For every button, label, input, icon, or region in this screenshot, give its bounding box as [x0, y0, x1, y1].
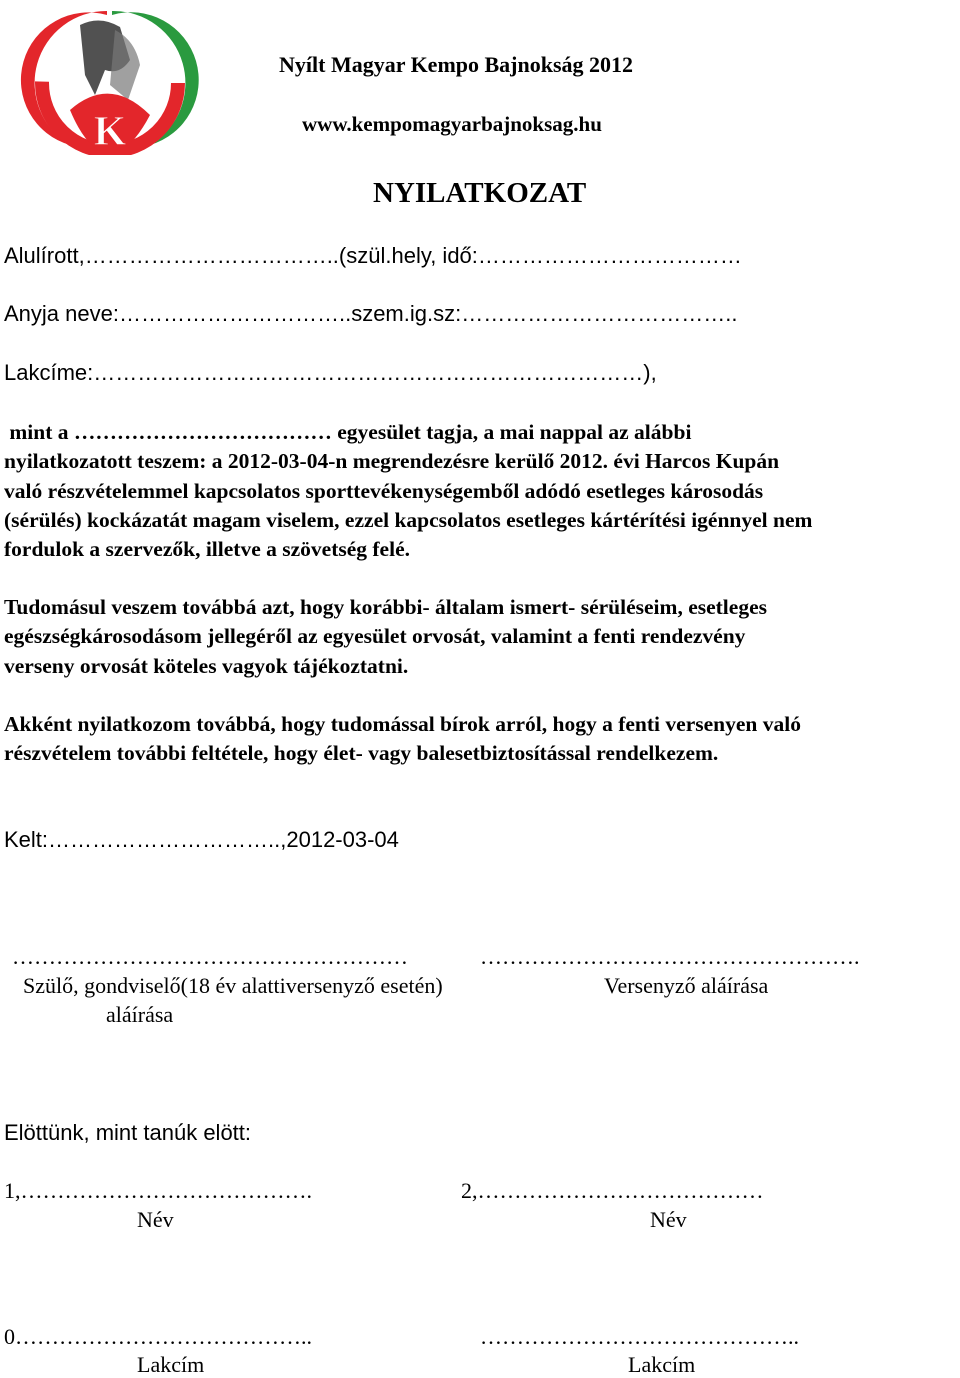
- declaration-paragraph-1: [4, 418, 959, 564]
- field-mother-id: Anyja neve:…………………………..szem.ig.sz:………………………………..: [4, 301, 738, 326]
- witness-intro: Elöttünk, mint tanúk elött:: [4, 1120, 252, 1145]
- competitor-signature-line: …………………………………………….: [480, 944, 860, 969]
- date-line: Kelt:…………………………..,2012-03-04: [4, 827, 399, 852]
- svg-text:K: K: [93, 109, 127, 155]
- paragraph-line: mint a ……………………………… egyesület tagja, a mai nappal az alábbi: [4, 420, 692, 444]
- parent-signature-label-2: aláírása: [106, 1002, 174, 1027]
- field-name-birth: Alulírott,……………………………..(szül.hely, idő:………………………………: [4, 243, 742, 268]
- championship-title: Nyílt Magyar Kempo Bajnokság 2012: [279, 52, 634, 77]
- parent-signature-label: Szülő, gondviselő(18 év alattiversenyző esetén): [23, 973, 443, 998]
- witness-1-address-label: Lakcím: [137, 1352, 205, 1377]
- paragraph-line: (sérülés) kockázatát magam viselem, ezzel kapcsolatos esetleges kártérítési igénnyel nem: [4, 507, 813, 532]
- paragraph-line: részvételem további feltétele, hogy élet- vagy balesetbiztosítással rendelkezem.: [4, 741, 719, 766]
- parent-signature-line: ………………………………………………: [12, 944, 408, 969]
- paragraph-line: nyilatkozatott teszem: a 2012-03-04-n megrendezésre kerülő 2012. évi Harcos Kupán: [4, 449, 780, 474]
- declaration-paragraph-2: [4, 593, 959, 681]
- witness-1-name-line: 1,………………………………….: [4, 1178, 312, 1203]
- website-link[interactable]: www.kempomagyarbajnoksag.hu: [302, 112, 602, 136]
- witness-2-address-label: Lakcím: [628, 1352, 696, 1377]
- witness-1-name-label: Név: [137, 1207, 174, 1232]
- competitor-signature-label: Versenyző aláírása: [604, 973, 769, 998]
- paragraph-line: Akként nyilatkozom továbbá, hogy tudomással bírok arról, hogy a fenti versenyen való: [4, 712, 801, 736]
- document-title: NYILATKOZAT: [373, 177, 587, 209]
- declaration-paragraph-3: [4, 710, 959, 769]
- witness-2-name-label: Név: [650, 1207, 687, 1232]
- witness-1-address-line: 0…………………………………..: [4, 1324, 312, 1349]
- kempo-logo: [10, 5, 205, 155]
- witness-2-name-line: 2,…………………………………: [461, 1178, 764, 1203]
- paragraph-line: verseny orvosát köteles vagyok tájékoztatni.: [4, 653, 409, 678]
- paragraph-line: fordulok a szervezők, illetve a szövetség felé.: [4, 537, 410, 562]
- field-address: Lakcíme:…………………………………………………………………),: [4, 360, 657, 385]
- paragraph-line: való részvételemmel kapcsolatos sporttevékenységemből adódó esetleges károsodás: [4, 478, 764, 503]
- paragraph-line: Tudomásul veszem továbbá azt, hogy korábbi- általam ismert- sérüléseim, esetleges: [4, 595, 767, 619]
- paragraph-line: egészségkárosodásom jellegéről az egyesület orvosát, valamint a fenti rendezvény: [4, 624, 746, 649]
- witness-2-address-line: ……………………………………..: [480, 1324, 799, 1349]
